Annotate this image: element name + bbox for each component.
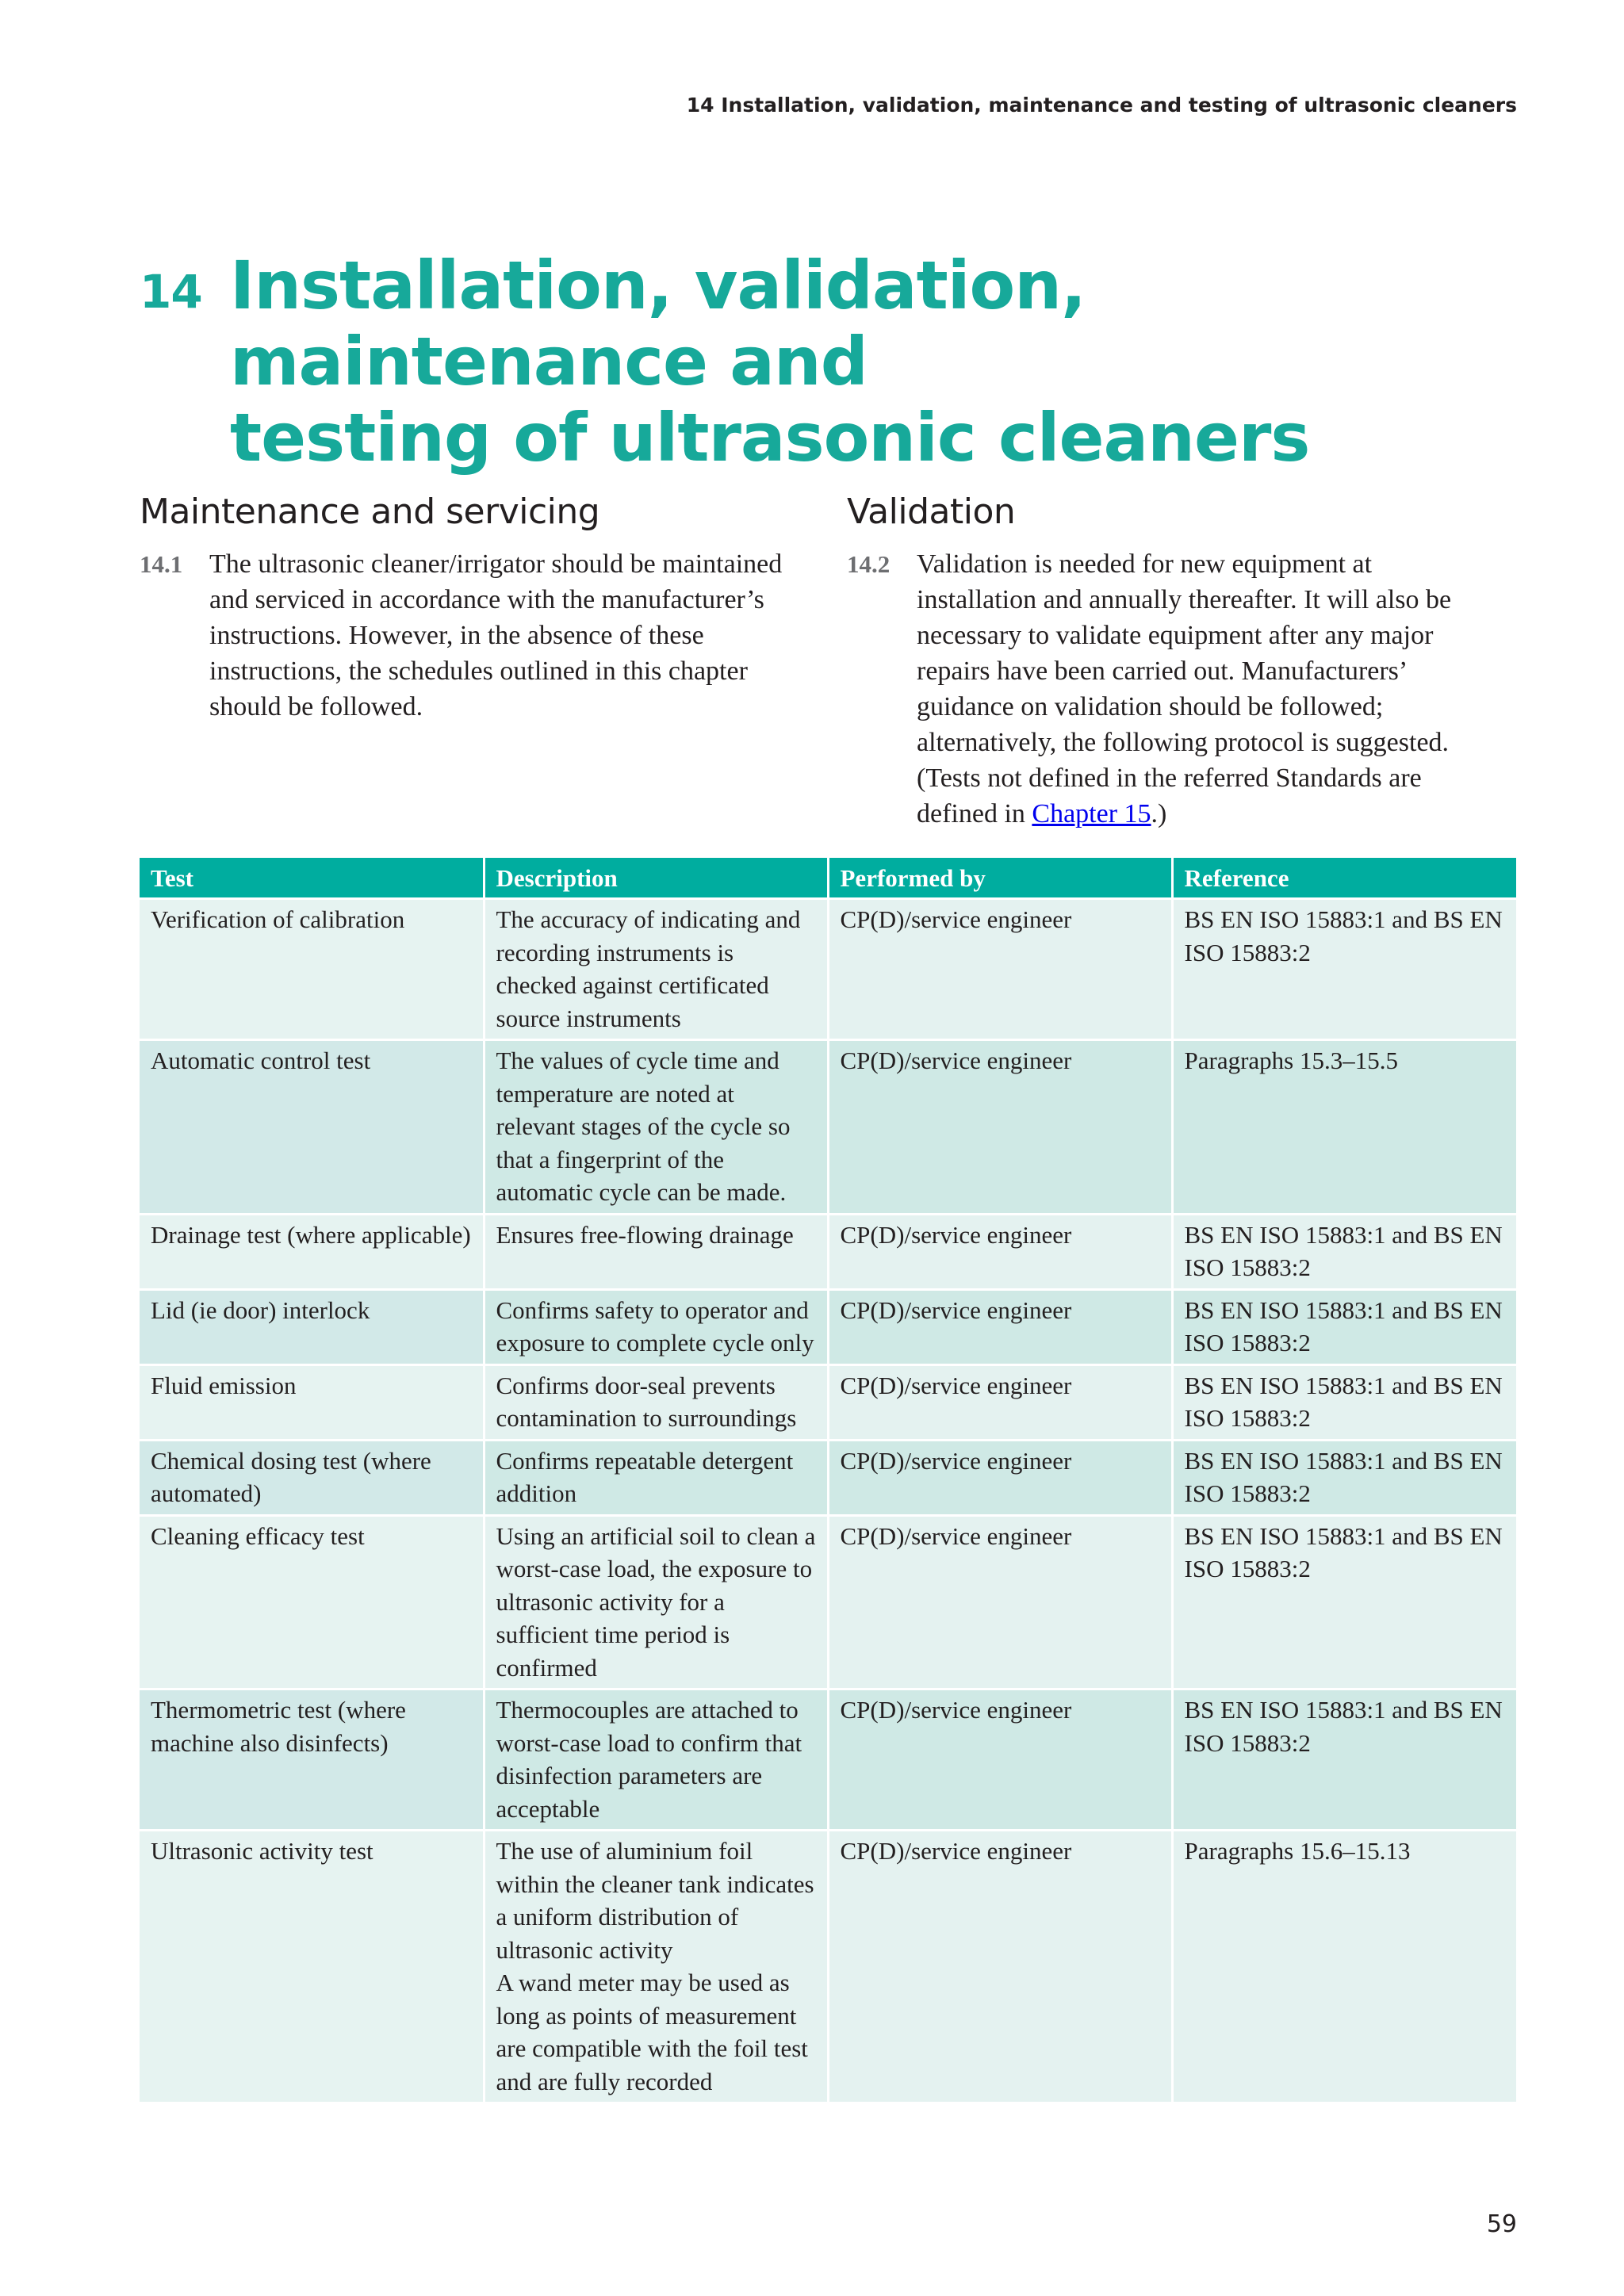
- cell-description: Confirms safety to operator and exposure to complete cycle only: [484, 1289, 828, 1364]
- running-head: 14 Installation, validation, maintenance and testing of ultrasonic cleaners: [686, 94, 1517, 117]
- chapter-number: 14: [140, 265, 202, 319]
- cell-description: Ensures free-flowing drainage: [484, 1214, 828, 1289]
- cell-test: Lid (ie door) interlock: [140, 1289, 484, 1364]
- cell-test: Automatic control test: [140, 1040, 484, 1215]
- paragraph-text: [917, 546, 1497, 832]
- cell-performed-by: CP(D)/service engineer: [828, 1364, 1172, 1440]
- table-row: [140, 1515, 1516, 1689]
- cell-performed-by: CP(D)/service engineer: [828, 1515, 1172, 1689]
- cell-description-part-2: A wand meter may be used as long as points of measurement are compatible with the foil test and are fully recorded: [496, 1969, 808, 2095]
- cell-performed-by: CP(D)/service engineer: [828, 1289, 1172, 1364]
- cell-test: Verification of calibration: [140, 899, 484, 1040]
- validation-heading: Validation: [847, 492, 1016, 532]
- table-row: [140, 899, 1516, 1040]
- table-row: [140, 1831, 1516, 2103]
- cell-description: Thermocouples are attached to worst-case load to confirm that disinfection parameters are acceptable: [484, 1689, 828, 1831]
- cell-performed-by: CP(D)/service engineer: [828, 1440, 1172, 1515]
- cell-description: Using an artificial soil to clean a worst-case load, the exposure to ultrasonic activity for a sufficient time period is confirmed: [484, 1515, 828, 1689]
- maintenance-heading: Maintenance and servicing: [140, 492, 600, 532]
- cell-reference: BS EN ISO 15883:1 and BS EN ISO 15883:2: [1172, 1364, 1516, 1440]
- table-header-row: [140, 858, 1516, 899]
- cell-performed-by: CP(D)/service engineer: [828, 1040, 1172, 1215]
- paragraph-text-after-link: .): [1151, 799, 1167, 828]
- cell-test: Fluid emission: [140, 1364, 484, 1440]
- cell-test: Ultrasonic activity test: [140, 1831, 484, 2103]
- page-number: 59: [1486, 2210, 1517, 2238]
- cell-description: [484, 1831, 828, 2103]
- paragraph-number: 14.1: [140, 550, 183, 578]
- cell-performed-by: CP(D)/service engineer: [828, 1214, 1172, 1289]
- paragraph-number: 14.2: [847, 550, 891, 578]
- chapter-title: [140, 247, 1488, 476]
- cell-performed-by: CP(D)/service engineer: [828, 899, 1172, 1040]
- chapter-title-line-1: Installation, validation, maintenance and: [230, 247, 1086, 400]
- cell-test: Drainage test (where applicable): [140, 1214, 484, 1289]
- paragraph-text: The ultrasonic cleaner/irrigator should be maintained and serviced in accordance with the manufacturer’s instructions. However, in the absence of these instructions, the schedules outlined in this chapter should be followed.: [209, 549, 783, 721]
- table-row: [140, 1040, 1516, 1215]
- cell-description: Confirms repeatable detergent addition: [484, 1440, 828, 1515]
- cell-performed-by: CP(D)/service engineer: [828, 1689, 1172, 1831]
- cell-reference: Paragraphs 15.6–15.13: [1172, 1831, 1516, 2103]
- header-performed-by: Performed by: [828, 858, 1172, 899]
- table-row: [140, 1214, 1516, 1289]
- chapter-title-line-2: testing of ultrasonic cleaners: [230, 399, 1310, 476]
- cell-reference: BS EN ISO 15883:1 and BS EN ISO 15883:2: [1172, 1289, 1516, 1364]
- cell-description-part-1: The use of aluminium foil within the cleaner tank indicates a uniform distribution of ultrasonic activity: [496, 1837, 814, 1964]
- cell-test: Thermometric test (where machine also disinfects): [140, 1689, 484, 1831]
- cell-reference: BS EN ISO 15883:1 and BS EN ISO 15883:2: [1172, 1515, 1516, 1689]
- maintenance-section: [140, 492, 790, 725]
- header-description: Description: [484, 858, 828, 899]
- cell-test: Chemical dosing test (where automated): [140, 1440, 484, 1515]
- paragraph-14-2: [847, 546, 1497, 832]
- header-reference: Reference: [1172, 858, 1516, 899]
- cell-reference: BS EN ISO 15883:1 and BS EN ISO 15883:2: [1172, 1440, 1516, 1515]
- table-row: [140, 1689, 1516, 1831]
- validation-tests-table: [140, 858, 1516, 2102]
- cell-description: Confirms door-seal prevents contamination to surroundings: [484, 1364, 828, 1440]
- header-test: Test: [140, 858, 484, 899]
- paragraph-14-1: [140, 546, 790, 725]
- table-row: [140, 1440, 1516, 1515]
- cell-reference: BS EN ISO 15883:1 and BS EN ISO 15883:2: [1172, 1214, 1516, 1289]
- cell-reference: BS EN ISO 15883:1 and BS EN ISO 15883:2: [1172, 1689, 1516, 1831]
- cell-reference: Paragraphs 15.3–15.5: [1172, 1040, 1516, 1215]
- cell-performed-by: CP(D)/service engineer: [828, 1831, 1172, 2103]
- cell-test: Cleaning efficacy test: [140, 1515, 484, 1689]
- cell-description: The values of cycle time and temperature are noted at relevant stages of the cycle so that a fingerprint of the automatic cycle can be made.: [484, 1040, 828, 1215]
- validation-section: [847, 492, 1497, 832]
- paragraph-text-before-link: Validation is needed for new equipment at installation and annually thereafter. It will also be necessary to validate equipment after any major repairs have been carried out. Manufacturers’ guidance on validation should be followed; alternatively, the following protocol is suggested. (Tests not defined in the referred Standards are defined in: [917, 549, 1452, 828]
- table-row: [140, 1364, 1516, 1440]
- table-row: [140, 1289, 1516, 1364]
- cell-reference: BS EN ISO 15883:1 and BS EN ISO 15883:2: [1172, 899, 1516, 1040]
- cell-description: The accuracy of indicating and recording instruments is checked against certificated source instruments: [484, 899, 828, 1040]
- chapter-15-link[interactable]: Chapter 15: [1032, 799, 1151, 828]
